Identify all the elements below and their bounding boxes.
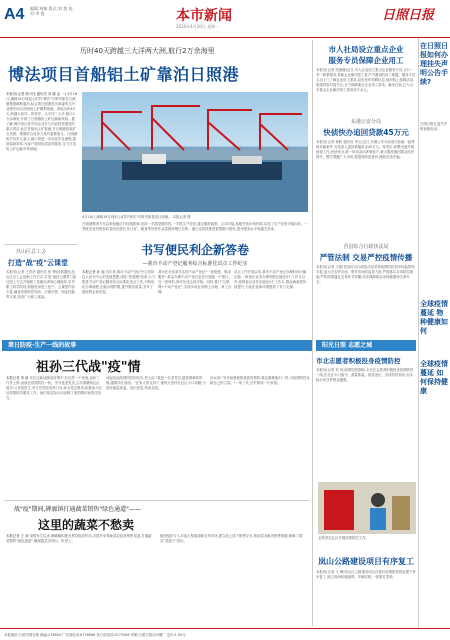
- column-rule: [312, 40, 313, 340]
- edition-info: 编辑:林雄 版式:刘 俊 校对:李 俊: [30, 6, 73, 16]
- page-number: A4: [4, 6, 25, 23]
- right-story-2: 本报讯(记者 杨帆 通讯员 李文)近日,东港公安分局成功侦破一起贷款诈骗案件,为受害人追回被骗资金45万元。案发后,民警迅速开展侦查工作,快侦快办,第一时间冻结涉案账户,最大限度挽回群众经济损失。警方提醒广大市民,要提高防范意识,谨防各类诈骗。: [316, 140, 415, 159]
- feature-byline: 本报记者 孙 丽: [82, 270, 105, 274]
- volunteer-illustration: [318, 482, 416, 534]
- right-headline-1: 市人社局设立重点企业: [328, 45, 404, 54]
- lead-body-col2: 日照港集团今年以来积极应对疫情影响,坚持一手抓疫情防控,一手抓生产经营,通过精准施策、主动对接,积极开拓市场货源,实现了生产经营平稳向好。一季度完成货物吞吐量同比增长,铝土矿、粮食等货种作业量保持增长态势。港口还持续推进智慧港口建设,提升服务水平和通关效率。: [82, 222, 308, 231]
- footer: 本报地址:日照市烟台路 邮编:276800 广告部电话:8776666 发行部电话:8775366 印刷:日照日报社印刷厂 定价:1.50元: [0, 628, 450, 640]
- right-headline-1b: 服务专员保障企业用工: [328, 56, 404, 65]
- feature-col1: 本报记者 孙 丽 近年来,我市不动产登记中心坚持以人民为中心的发展思想,深化"放管服"改革,大力推进不动产登记服务综合标准化试点工作,不断优化办事流程,压缩办理时限,提升服务质量,书写了便民利企新答卷。: [82, 270, 156, 294]
- right-bottom-story-1: 本报讯(记者 刘 伟)疫情防控期间,市北区志愿者积极投身疫情防控一线,在社区卡口值守、测量体温、排查登记、宣传防疫知识,用实际行动守护群众健康。: [316, 368, 414, 382]
- right-bottom-story-2: 本报讯(记者 王 峰)岚山区公路建设项目在做好疫情防控的前提下有序复工,施工现场机械轰鸣、车辆穿梭,一派繁忙景象。: [316, 570, 416, 579]
- photo-caption: 4月18日,满载18万吨铝土矿的"博法"号散货船靠泊日照港。 本报记者 摄: [82, 215, 191, 219]
- right-bottom-headline-1: 市北志愿者积极投身疫情防控: [316, 357, 401, 365]
- section-title: 本市新闻: [176, 8, 232, 24]
- masthead: [0, 0, 450, 38]
- feature-subheadline: —我市不动产登记服务综合标准化试点工作纪实: [142, 261, 248, 267]
- right-story-3: 本报讯(记者 王强)莒县综合行政执法局坚持疫情防控和市场监管两手抓,加大对农贸市场、集贸市场的巡查力度,严格落实各项防控措施,严防疫情通过交易环节传播,切实保障群众身体健康和生命安全。: [316, 265, 415, 284]
- feature-col2: 我市在全省率先实现不动产登记"一窗受理、集成服务",群众办理不动产登记业务只需跑一个窗口、交一套材料,即可完成全部手续。同时,推行"互联网+不动产登记",实现多项业务网上办理、掌上办理。: [158, 270, 232, 294]
- bottom-story-2-col1: 本报记者 王 涛 疫情发生以来,碑廓镇积极发挥党组织作用,多措并举帮助菜农拓宽销售渠道,打通蔬菜销售"绿色通道",确保蔬菜卖得出、供得上。: [6, 534, 152, 543]
- mid-left-story: 本报讯(记者 王青华 通讯员 张 博)疫情期间,莒山区总工会创新工作方式,打造"战疫云课堂",通过线上方式开展职工技能培训和心理疏导,引导职工科学防疫,积极投身复工复产。云课堂内容丰富,涵盖疫情防控知识、法律法规、职业技能等方面,受到广大职工欢迎。: [6, 270, 76, 299]
- bottom-story-1-col3: 孙女说:"爷爷和爸爸都是我的榜样,我也要像他们一样,为疫情防控贡献自己的力量。"一家三代,守护着同一片家园。: [210, 376, 310, 385]
- lead-body-col1: [6, 92, 78, 242]
- section-date: 2020年4月20日 星期一: [176, 24, 220, 29]
- divider: [4, 244, 78, 245]
- volunteer-photo-caption: 志愿者在社区开展疫情防控工作。: [318, 536, 369, 540]
- strip-headline-2: 全球疫情蔓延 物种健康如何: [420, 300, 448, 335]
- strip-headline-1: 在日照日报如何办理挂失声明公告手续?: [420, 42, 448, 86]
- column-rule: [312, 340, 313, 626]
- right-headline-3: 严管法制 交易严控疫情传播: [319, 253, 413, 262]
- port-photo: [82, 92, 308, 212]
- bottom-story-1-col1: 本报记者 刘 新 在抗击新冠肺炎疫情中,有这样一个家庭,祖孙三代齐上阵,奋战在疫情防控一线。爷爷是老党员,主动请缨到社区值守;父亲是医生,坚守在医院发热门诊;孙女是志愿者,积极参与社区疫情防控服务工作。他们用实际行动诠释了家国情怀和责任担当。: [6, 376, 102, 400]
- feature-col3: 试点工作开展以来,我市不动产登记办理时间大幅压缩,一般登记业务办理时限压缩至3个工作日以内,抵押登记业务压缩至1个工作日,群众满意度持续提升,为优化营商环境提供了有力支撑。: [234, 270, 307, 289]
- bottom-byline-2: 本报记者 王 涛: [6, 534, 29, 538]
- section-banner: 莱日防疫·生产一线的故事: [2, 340, 312, 351]
- right-story-1: 本报讯(记者 张丽娜)近日,市人社局设立重点企业服务专员,实行一对一联系服务,帮助企业解决复工复产中遇到的用工难题。服务专员主动上门了解企业用工需求,及时发布招聘信息,组织线上招聘活动,搭建供需对接平台,全力保障重点企业用工需求。截至目前,已为全市重点企业解决用工需求两千余人。: [316, 68, 416, 92]
- mid-left-headline: 打造"战"疫"云课堂: [8, 259, 68, 267]
- right-kicker-3: 莒县综合行政执法局: [343, 244, 389, 250]
- volunteer-photo: [318, 482, 416, 534]
- volunteer-banner: 阳光日照 志愿之城: [316, 340, 416, 351]
- mid-left-kicker: 莒山区总工会: [16, 249, 47, 255]
- strip-text: 日照日报社遗失声明登报电话:: [420, 122, 448, 131]
- bottom-headline-1: 祖孙三代战"疫"情: [36, 360, 141, 375]
- bottom-story-1-col2: 谈起参加疫情防控的经历,老人说:"我是一名老党员,越是困难的时候,越要冲在前面。"在家人的支持下,他每天坚持在社区卡口执勤,为居民测量体温、登记信息,风雨无阻。: [106, 376, 206, 390]
- bottom-kicker-2: 战"疫"期间,碑廓镇打通蔬菜销售"绿色通道"——: [14, 506, 141, 513]
- paper-logo: 日照日报: [382, 8, 435, 23]
- bottom-story-2-col2: 镇里组织专人对接大型商超和农贸市场,建立线上线下销售平台,帮助菜农解决销售难题,保障了群众"菜篮子"供应。: [160, 534, 303, 543]
- lead-body-text: 4月18日,满载18万吨铝土矿的"博法"号散货船在日照港集团顺利靠泊,标志着日照港首次承接的几内亚博法项目首船铝土矿顺利抵港。该轮历时40天,跨越大西洋、印度洋、太平洋三大洋,航行2万余海里,开辟了日照港铝土矿运输新航线。据了解,博法项目是中国企业在几内亚投资建设的重点项目,此次首船铝土矿抵港,对日照港拓展矿石货源、增强综合竞争力具有重要意义。日照港相关负责人表示,港口将进一步优化作业流程,提高装卸效率,为客户提供优质高效服务,全力打造铝土矿运输中转基地。: [6, 92, 78, 151]
- lead-byline: 本报讯(记者 陈兴伟 通讯员 刘 娜 孟 一): [6, 92, 66, 96]
- strip-headline-3: 全球疫情蔓延 如何保持健康: [420, 360, 448, 395]
- bottom-byline-1: 本报记者 刘 新: [6, 376, 29, 380]
- bottom-headline-2: 这里的蔬菜不愁卖: [38, 518, 135, 532]
- divider: [4, 500, 310, 501]
- lead-kicker: 历时40天跨越三大洋两大洲,航行2万余海里: [80, 47, 215, 55]
- lead-headline: 博法项目首船铝土矿靠泊日照港: [8, 65, 240, 84]
- right-kicker-2: 东港公安分局: [350, 119, 381, 125]
- port-cranes-illustration: [82, 92, 308, 212]
- feature-headline: 书写便民利企新答卷: [140, 243, 249, 257]
- right-bottom-headline-2: 岚山公路建设项目有序复工: [318, 557, 414, 566]
- right-headline-2: 快侦快办追回贷款45万元: [323, 128, 409, 137]
